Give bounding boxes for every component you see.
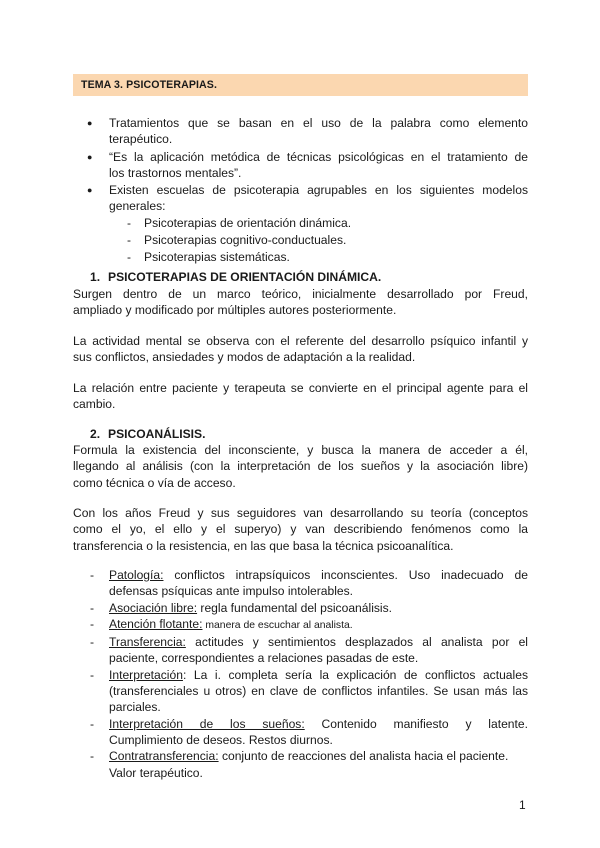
section-2-heading: 2. PSICOANÁLISIS. bbox=[90, 427, 206, 441]
concepts-list bbox=[73, 567, 528, 781]
section-2-paragraph-1: Formula la existencia del inconsciente, y busca la manera de acceder a él, llegando al análisis (con la interpretación de los sueños y la asociación libre) como técnica o vía de acceso. bbox=[73, 443, 528, 490]
list-item: - Asociación libre: regla fundamental del psicoanálisis. bbox=[73, 600, 528, 616]
list-item: - Psicoterapias cognitivo-conductuales. bbox=[73, 232, 528, 248]
list-item: ● “Es la aplicación metódica de técnicas psicológicas en el tratamiento de los trastornos mentales”. bbox=[73, 149, 528, 182]
list-item: - Patología: conflictos intrapsíquicos inconscientes. Uso inadecuado de defensas psíquicas ante impulso intolerables. bbox=[73, 567, 528, 600]
list-item: - Contratransferencia: conjunto de reacciones del analista hacia el paciente. Valor terapéutico. bbox=[73, 748, 528, 781]
intro-bullet-list bbox=[73, 115, 528, 267]
list-item: ● Existen escuelas de psicoterapia agrupables en los siguientes modelos generales: - Psicoterapias de orientación dinámica. - Psicoterapias cognitivo-conductuales. - Psicoterapias sistemáticas. bbox=[73, 182, 528, 265]
title-banner bbox=[73, 74, 528, 96]
models-list bbox=[109, 215, 528, 266]
list-item: - Atención flotante: manera de escuchar al analista. bbox=[73, 616, 528, 634]
list-item: - Interpretación: La i. completa sería la explicación de conflictos actuales (transferenciales u otros) en clave de conflictos infantiles. Se usan más las parciales. bbox=[73, 667, 528, 716]
page-title: TEMA 3. PSICOTERAPIAS. bbox=[81, 79, 218, 91]
section-1-paragraph-1: Surgen dentro de un marco teórico, inicialmente desarrollado por Freud, ampliado y modificado por múltiples autores posteriormente. bbox=[73, 287, 528, 318]
page-number: 1 bbox=[519, 798, 526, 812]
list-item: - Psicoterapias sistemáticas. bbox=[73, 249, 528, 265]
section-1-paragraph-3: La relación entre paciente y terapeuta se convierte en el principal agente para el cambio. bbox=[73, 381, 528, 412]
section-2-paragraph-2: Con los años Freud y sus seguidores van desarrollando su teoría (conceptos como el yo, el ello y el superyo) y van describiendo fenómenos como la transferencia o la resistencia, en las que basa la técnica psicoanalítica. bbox=[73, 506, 528, 553]
section-1-heading: 1. PSICOTERAPIAS DE ORIENTACIÓN DINÁMICA. bbox=[90, 270, 382, 284]
list-item: - Interpretación de los sueños: Contenido manifiesto y latente. Cumplimiento de deseos. Restos diurnos. bbox=[73, 716, 528, 749]
section-1-paragraph-2: La actividad mental se observa con el referente del desarrollo psíquico infantil y sus conflictos, ansiedades y modos de adaptación a la realidad. bbox=[73, 334, 528, 365]
list-item: - Transferencia: actitudes y sentimientos desplazados al analista por el paciente, correspondientes a relaciones pasadas de este. bbox=[73, 634, 528, 667]
list-item: - Psicoterapias de orientación dinámica. bbox=[73, 215, 528, 231]
list-item: ● Tratamientos que se basan en el uso de la palabra como elemento terapéutico. bbox=[73, 115, 528, 148]
